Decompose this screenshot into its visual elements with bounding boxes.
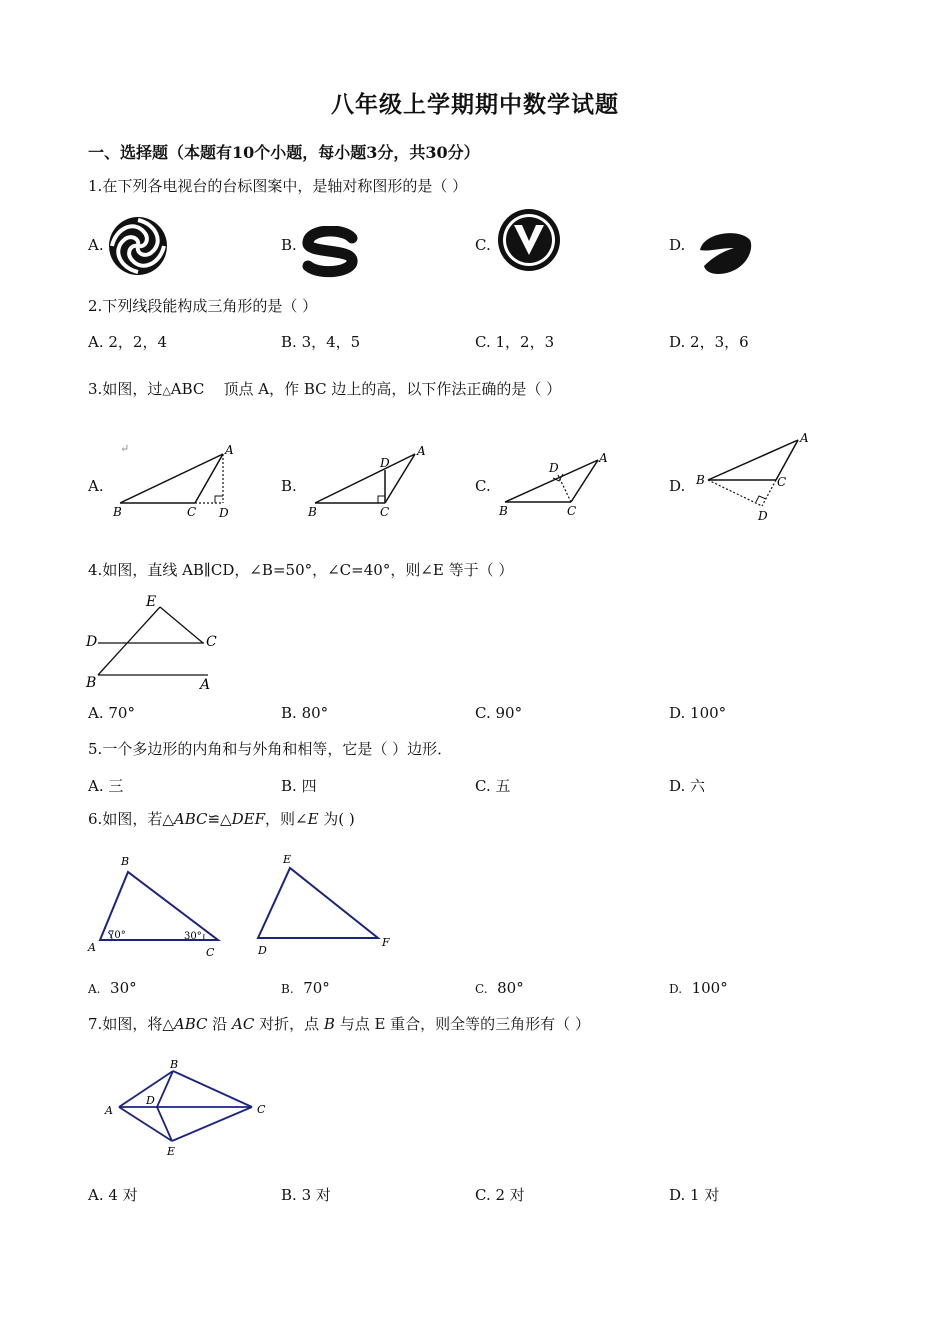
option-label: B. bbox=[281, 777, 297, 795]
right-angle-mark bbox=[215, 496, 223, 503]
fig-label: F bbox=[382, 936, 390, 949]
option-label: B. bbox=[281, 236, 297, 254]
question-number: 4. bbox=[88, 561, 103, 579]
q2-option-d[interactable] bbox=[669, 331, 749, 352]
option-text: 1，2，3 bbox=[495, 333, 555, 351]
angle-label: 70° bbox=[108, 930, 126, 941]
option-label: D. bbox=[669, 477, 686, 495]
q4-option-a[interactable] bbox=[88, 704, 135, 722]
q2-option-a[interactable] bbox=[88, 331, 167, 352]
q3-option-d[interactable] bbox=[669, 477, 685, 495]
question-text: ，则∠ bbox=[264, 810, 308, 828]
option-label: C. bbox=[475, 777, 491, 795]
fig-label: D bbox=[758, 509, 768, 523]
question-number: 3. bbox=[88, 380, 103, 398]
option-text: 3，4，5 bbox=[301, 333, 361, 351]
fig-label: C bbox=[206, 946, 215, 959]
option-text: 四 bbox=[301, 777, 317, 795]
triangle-name: ABC bbox=[170, 380, 205, 398]
q1-option-c[interactable] bbox=[475, 236, 491, 254]
option-text: 70° bbox=[303, 979, 330, 997]
question-5 bbox=[88, 739, 452, 759]
fig-segment bbox=[98, 607, 160, 675]
option-label: A. bbox=[88, 704, 104, 722]
question-1 bbox=[88, 176, 467, 196]
question-text: 顶点 A，作 BC 边上的高，以下作法正确的是（ ） bbox=[223, 380, 562, 398]
question-text: 为( ) bbox=[318, 810, 355, 828]
fig-label: B bbox=[170, 1058, 179, 1071]
fig-segment bbox=[120, 454, 223, 503]
fig-label: B bbox=[696, 473, 705, 487]
q2-option-c[interactable] bbox=[475, 331, 554, 352]
question-text: 对折，点 bbox=[254, 1015, 324, 1033]
fig-label: C bbox=[380, 505, 390, 519]
fig-label: A bbox=[200, 677, 211, 693]
question-text: 如图，直线 AB∥CD，∠B=50°，∠C=40°，则∠E 等于（ ） bbox=[102, 561, 514, 579]
option-text: 4 对 bbox=[108, 1186, 138, 1204]
fig-label: C bbox=[206, 634, 217, 650]
fig-label: B bbox=[308, 505, 317, 519]
question-text: ≌△ bbox=[207, 810, 232, 828]
option-text: 3 对 bbox=[301, 1186, 331, 1204]
fig-label: C bbox=[187, 505, 197, 519]
option-label: C. bbox=[475, 477, 491, 495]
option-text: 100° bbox=[690, 704, 727, 722]
q7-option-a[interactable] bbox=[88, 1184, 138, 1205]
fig-segment bbox=[708, 480, 762, 506]
section-heading: 一、选择题（本题有10个小题，每小题3分，共30分） bbox=[88, 143, 480, 162]
option-label: D. bbox=[669, 236, 686, 254]
angle-name: E bbox=[307, 810, 319, 828]
fig-label: C bbox=[777, 475, 787, 489]
q4-option-c[interactable] bbox=[475, 704, 522, 722]
q3-figure-c bbox=[493, 440, 623, 525]
option-text: 三 bbox=[108, 777, 124, 795]
fig-label: E bbox=[146, 594, 157, 610]
q3-option-a[interactable] bbox=[88, 477, 104, 495]
option-text: 2 对 bbox=[495, 1186, 525, 1204]
option-label: A. bbox=[88, 777, 104, 795]
fig-label: A bbox=[417, 444, 426, 458]
leaf-logo-icon bbox=[690, 226, 756, 278]
option-label: C. bbox=[475, 333, 491, 351]
triangle-def bbox=[258, 868, 378, 938]
option-label: B. bbox=[281, 982, 294, 996]
option-text: 2，3，6 bbox=[690, 333, 749, 351]
option-text: 90° bbox=[495, 704, 523, 722]
question-4 bbox=[88, 560, 513, 580]
question-7 bbox=[88, 1014, 590, 1034]
q1-option-b[interactable] bbox=[281, 236, 297, 254]
swirl-logo-icon bbox=[106, 214, 170, 278]
option-text: 80° bbox=[301, 704, 329, 722]
q6-option-b[interactable] bbox=[281, 979, 330, 997]
triangle-name: ABC bbox=[173, 810, 208, 828]
q3-option-b[interactable] bbox=[281, 477, 297, 495]
question-text: 如图，过 bbox=[102, 380, 163, 398]
option-text: 100° bbox=[691, 979, 728, 997]
fig-label: D bbox=[549, 461, 559, 475]
q3-figure-a bbox=[105, 440, 245, 525]
fig-label: A bbox=[88, 941, 96, 954]
fig-label: E bbox=[167, 1145, 176, 1158]
q4-figure bbox=[84, 590, 224, 695]
option-label: A. bbox=[88, 1186, 104, 1204]
fig-label: B bbox=[499, 504, 508, 518]
return-mark: ↵ bbox=[120, 442, 130, 455]
option-label: A. bbox=[88, 477, 104, 495]
option-label: A. bbox=[88, 333, 104, 351]
option-text: 70° bbox=[108, 704, 135, 722]
option-label: B. bbox=[281, 1186, 297, 1204]
option-label: D. bbox=[669, 333, 686, 351]
fig-label: A bbox=[105, 1104, 113, 1117]
fig-label: A bbox=[225, 443, 234, 457]
question-text: 在下列各电视台的台标图案中，是轴对称图形的是（ ） bbox=[102, 177, 468, 195]
question-text: 沿 bbox=[207, 1015, 233, 1033]
option-text: 六 bbox=[690, 777, 706, 795]
q6-figure bbox=[84, 850, 404, 965]
right-angle-mark bbox=[378, 496, 385, 503]
fig-label: B bbox=[86, 675, 97, 691]
option-text: 1 对 bbox=[690, 1186, 720, 1204]
option-text: 五 bbox=[495, 777, 511, 795]
fig-label: D bbox=[219, 506, 229, 520]
v-circle-logo-icon bbox=[496, 207, 562, 273]
option-label: A. bbox=[88, 982, 101, 996]
option-label: C. bbox=[475, 1186, 491, 1204]
q6-option-d[interactable] bbox=[669, 979, 728, 997]
question-6 bbox=[88, 809, 355, 829]
q4-option-b[interactable] bbox=[281, 704, 328, 722]
question-number: 1. bbox=[88, 177, 103, 195]
question-text: 一个多边形的内角和与外角和相等，它是（ ）边形． bbox=[102, 740, 453, 758]
q5-option-d[interactable] bbox=[669, 775, 705, 796]
fig-label: C bbox=[257, 1103, 266, 1116]
q4-option-d[interactable] bbox=[669, 704, 726, 722]
fig-segment bbox=[708, 440, 798, 480]
question-2 bbox=[88, 296, 317, 316]
option-text: 30° bbox=[110, 979, 137, 997]
fig-label: A bbox=[599, 451, 608, 465]
option-label: C. bbox=[475, 704, 491, 722]
triangle-symbol: △ bbox=[162, 384, 171, 397]
option-label: C. bbox=[475, 982, 488, 996]
triangle-name: ABC bbox=[173, 1015, 208, 1033]
option-label: D. bbox=[669, 777, 686, 795]
fig-label: D bbox=[86, 634, 98, 650]
question-number: 5. bbox=[88, 740, 103, 758]
q3-figure-b bbox=[300, 440, 440, 525]
fig-label: D bbox=[380, 456, 390, 470]
q7-option-c[interactable] bbox=[475, 1184, 525, 1205]
fig-segment bbox=[173, 1071, 252, 1107]
option-label: C. bbox=[475, 236, 491, 254]
q2-option-b[interactable] bbox=[281, 331, 360, 352]
question-number: 7. bbox=[88, 1015, 103, 1033]
fig-segment bbox=[776, 440, 798, 480]
option-label: B. bbox=[281, 704, 297, 722]
q1-option-d[interactable] bbox=[669, 236, 685, 254]
question-text: 下列线段能构成三角形的是（ ） bbox=[102, 297, 318, 315]
q3-figure-d bbox=[690, 428, 820, 523]
q7-figure bbox=[100, 1055, 280, 1160]
fig-segment bbox=[172, 1107, 252, 1141]
q6-option-a[interactable] bbox=[88, 979, 137, 997]
s-logo-icon bbox=[300, 226, 362, 278]
q7-option-d[interactable] bbox=[669, 1184, 719, 1205]
q3-option-c[interactable] bbox=[475, 477, 491, 495]
fig-label: D bbox=[258, 944, 267, 957]
page-title: 八年级上学期期中数学试题 bbox=[331, 91, 619, 118]
fig-label: D bbox=[146, 1094, 155, 1107]
angle-label: 30° bbox=[184, 931, 202, 942]
q5-option-c[interactable] bbox=[475, 775, 511, 796]
question-3 bbox=[88, 379, 561, 401]
option-label: D. bbox=[669, 1186, 686, 1204]
fig-label: B bbox=[121, 855, 130, 868]
question-number: 6. bbox=[88, 810, 103, 828]
question-text: 如图，若△ bbox=[102, 810, 174, 828]
question-number: 2. bbox=[88, 297, 103, 315]
fig-label: E bbox=[283, 853, 292, 866]
q1-option-a[interactable] bbox=[88, 236, 104, 254]
q5-option-a[interactable] bbox=[88, 775, 123, 796]
option-text: 2，2，4 bbox=[108, 333, 168, 351]
question-text: 与点 E 重合，则全等的三角形有（ ） bbox=[334, 1015, 590, 1033]
fig-segment bbox=[762, 480, 776, 506]
q6-option-c[interactable] bbox=[475, 979, 524, 997]
option-label: B. bbox=[281, 333, 297, 351]
option-label: D. bbox=[669, 982, 683, 996]
fig-label: B bbox=[113, 505, 122, 519]
triangle-name: DEF bbox=[231, 810, 265, 828]
option-label: B. bbox=[281, 477, 297, 495]
q5-option-b[interactable] bbox=[281, 775, 317, 796]
option-label: D. bbox=[669, 704, 686, 722]
question-text: 如图，将△ bbox=[102, 1015, 174, 1033]
point-name: B bbox=[323, 1015, 335, 1033]
segment-name: AC bbox=[232, 1015, 255, 1033]
fig-segment bbox=[160, 607, 203, 643]
option-label: A. bbox=[88, 236, 104, 254]
option-text: 80° bbox=[497, 979, 524, 997]
q7-option-b[interactable] bbox=[281, 1184, 331, 1205]
fig-label: A bbox=[800, 431, 809, 445]
fig-label: C bbox=[567, 504, 577, 518]
